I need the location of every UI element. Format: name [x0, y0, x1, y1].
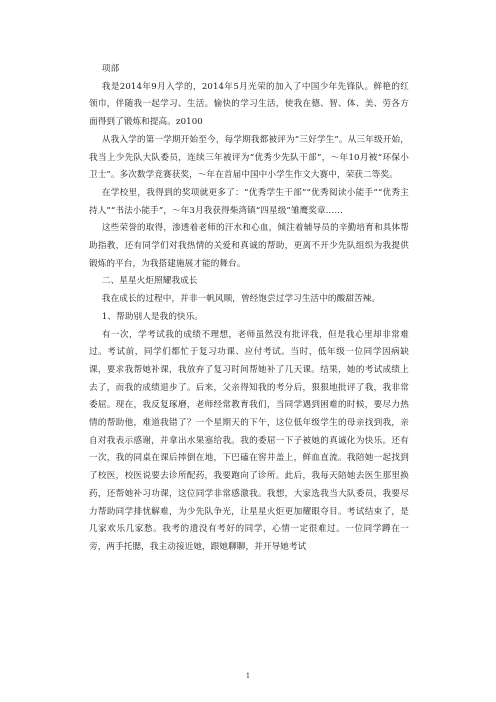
document-title: 项部	[101, 64, 120, 74]
paragraph-honors: 从我入学的第一学期开始至今，每学期我都被评为“三好学生”。从三年级开始，我当上少先队大队委员，连续三年被评为“优秀少先队干部”，～年10月被“环保小卫士”。多次数学竞赛获奖，～年在首届中国中小学生作文大赛中，荣获二等奖。	[89, 134, 409, 181]
paragraph-gratitude: 这些荣誉的取得，渗透着老师的汗水和心血，倾注着辅导员的辛勤培育和具体帮助指教，还有同学们对我热情的关爱和真诚的帮助，更离不开少先队组织为我提供锻炼的平台，为我搭建施展才能的舞台。	[89, 223, 409, 269]
page-number: 1	[245, 672, 251, 680]
paragraph-story: 有一次，学考试我的成绩不理想，老师虽然没有批评我，但是我心里却非常难过。考试前，同学们都忙于复习功课、应付考试。当时，低年级一位同学因病缺课，要求我帮她补课，我放弃了复习时间帮她补了几天课。结果，她的考试成绩上去了，而我的成绩退步了。后来，父亲得知我的考分后，狠狠地批评了我，我非常委屈。现在，我反复琢磨，老师经常教育我们，当同学遇到困难的时候，要尽力热情的帮助他，难道我错了？一个星期天的下午，这位低年级学生的母亲找到我，亲自对我表示感谢，并拿出水果塞给我。我的委屈一下子被她的真诚化为快乐。还有一次，我的同桌在课后摔倒在地，下巴磕在窖井盖上，鲜血直流。我陪她一起找到了校医，校医说要去诊所配药，我要跑向了诊所。此后，我每天陪她去医生那里换药，还帮她补习功课，这位同学非常感激我。我想，大家选我当大队委员，我要尽力帮助同学排忧解难，为少先队争光，让星星火炬更加耀眼夺目。考试结束了，是几家欢乐几家愁。我考的遗没有考好的同学，心情一定很难过。一位同学蹲在一旁，两手托腮，我主动接近她，跟她聊聊，并开导她考试	[89, 329, 409, 552]
document-body	[89, 61, 409, 557]
subsection-heading: 1、帮助别人是我的快乐。	[101, 311, 204, 322]
section-heading: 二、星星火炬照耀我成长	[101, 276, 198, 287]
paragraph-intro: 我是2014年9月入学的，2014年5月光荣的加入了中国少年先锋队。鲜艳的红领巾，伴随我一起学习、生活。愉快的学习生活，使我在德、智、体、美、劳各方面得到了锻炼和提高。z0100	[89, 81, 409, 128]
paragraph-awards: 在学校里，我得到的奖项就更多了：“优秀学生干部”“优秀阅读小能手”“优秀主持人”“书法小能手”，～年3月我获得柴湾镇“四星级”雏鹰奖章……	[89, 187, 409, 216]
paragraph-growth: 我在成长的过程中，并非一帆风顺，曾经饱尝过学习生活中的酸甜苦辣。	[101, 294, 381, 305]
